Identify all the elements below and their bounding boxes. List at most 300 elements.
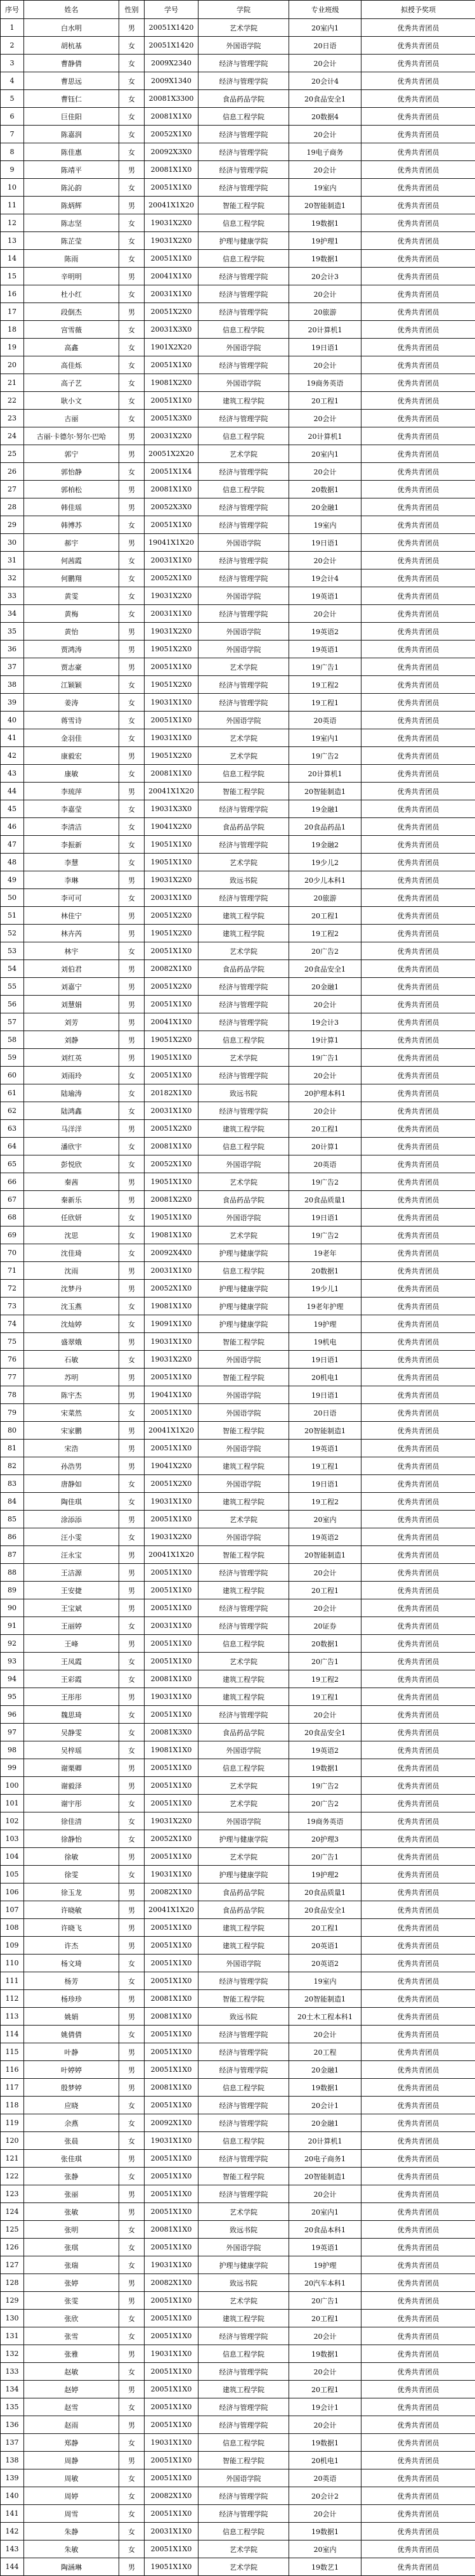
cell-class: 19工程1 <box>289 694 361 712</box>
table-row <box>1 1191 475 1209</box>
cell-college: 护理与健康学院 <box>198 1866 289 1883</box>
cell-index: 20 <box>1 356 24 374</box>
cell-index: 72 <box>1 1280 24 1298</box>
cell-college: 艺术学院 <box>198 19 289 37</box>
cell-index: 34 <box>1 605 24 623</box>
cell-award: 优秀共青团员 <box>361 1883 475 1901</box>
cell-gender: 男 <box>119 2203 145 2221</box>
cell-award: 优秀共青团员 <box>361 2221 475 2239</box>
cell-class: 19广告2 <box>289 1226 361 1244</box>
cell-index: 31 <box>1 552 24 569</box>
table-row <box>1 2043 475 2061</box>
cell-award: 优秀共青团员 <box>361 37 475 55</box>
cell-college: 经济与管理学院 <box>198 2097 289 2114</box>
cell-college: 信息工程学院 <box>198 1031 289 1049</box>
table-row <box>1 90 475 108</box>
cell-name: 赵雨 <box>24 2416 119 2434</box>
cell-college: 艺术学院 <box>198 747 289 765</box>
cell-class: 20计算机1 <box>289 321 361 339</box>
cell-gender: 男 <box>119 1280 145 1298</box>
cell-class: 20会计 <box>289 1102 361 1120</box>
cell-student-id: 20031X1X0 <box>145 1102 198 1120</box>
cell-student-id: 20081X1X0 <box>145 2079 198 2097</box>
cell-college: 艺术学院 <box>198 1049 289 1067</box>
cell-college: 信息工程学院 <box>198 214 289 232</box>
cell-class: 19会计4 <box>289 569 361 587</box>
cell-gender: 女 <box>119 1617 145 1635</box>
table-row <box>1 694 475 712</box>
cell-college: 外国语学院 <box>198 374 289 392</box>
cell-name: 朱敏 <box>24 2540 119 2558</box>
cell-index: 49 <box>1 871 24 889</box>
cell-class: 19少儿1 <box>289 1280 361 1298</box>
cell-student-id: 20052X1X0 <box>145 1830 198 1848</box>
cell-class: 20旅游 <box>289 889 361 907</box>
cell-class: 20室内1 <box>289 2203 361 2221</box>
cell-award: 优秀共青团员 <box>361 569 475 587</box>
table-row <box>1 2327 475 2345</box>
cell-class: 20日语 <box>289 1404 361 1422</box>
table-row <box>1 1155 475 1173</box>
cell-name: 朱静 <box>24 2523 119 2540</box>
cell-index: 26 <box>1 463 24 481</box>
cell-class: 19广告2 <box>289 1777 361 1795</box>
cell-gender: 女 <box>119 889 145 907</box>
cell-class: 20智能制造1 <box>289 197 361 214</box>
cell-index: 51 <box>1 907 24 925</box>
cell-gender: 男 <box>119 1440 145 1457</box>
cell-class: 19室内1 <box>289 729 361 747</box>
cell-award: 优秀共青团员 <box>361 2310 475 2327</box>
cell-student-id: 19051X2X0 <box>145 925 198 942</box>
cell-index: 123 <box>1 2185 24 2203</box>
table-row <box>1 1937 475 1955</box>
cell-gender: 女 <box>119 1795 145 1812</box>
cell-gender: 女 <box>119 1724 145 1741</box>
table-row <box>1 108 475 126</box>
cell-class: 20会计 <box>289 356 361 374</box>
cell-gender: 女 <box>119 1670 145 1688</box>
cell-student-id: 20051X1X0 <box>145 356 198 374</box>
cell-student-id: 20051X1X0 <box>145 2452 198 2469</box>
cell-student-id: 20041X1X0 <box>145 1013 198 1031</box>
table-row <box>1 2221 475 2239</box>
cell-award: 优秀共青团员 <box>361 2239 475 2256</box>
cell-class: 20汽车本科1 <box>289 2274 361 2292</box>
cell-gender: 女 <box>119 800 145 818</box>
cell-gender: 女 <box>119 1351 145 1369</box>
cell-award: 优秀共青团员 <box>361 2505 475 2523</box>
cell-student-id: 20082X1X0 <box>145 2274 198 2292</box>
cell-index: 142 <box>1 2523 24 2540</box>
cell-class: 20智能制造1 <box>289 783 361 800</box>
cell-award: 优秀共青团员 <box>361 1422 475 1440</box>
cell-index: 12 <box>1 214 24 232</box>
cell-index: 63 <box>1 1120 24 1138</box>
table-row <box>1 783 475 800</box>
cell-award: 优秀共青团员 <box>361 2274 475 2292</box>
cell-index: 48 <box>1 854 24 871</box>
cell-student-id: 20031X1X0 <box>145 889 198 907</box>
cell-index: 119 <box>1 2114 24 2132</box>
cell-index: 14 <box>1 250 24 268</box>
cell-award: 优秀共青团员 <box>361 214 475 232</box>
cell-class: 20智能制造1 <box>289 1990 361 2008</box>
cell-college: 信息工程学院 <box>198 1759 289 1777</box>
cell-student-id: 2009X1340 <box>145 72 198 90</box>
table-row <box>1 2256 475 2274</box>
cell-student-id: 20081X1X0 <box>145 1990 198 2008</box>
cell-award: 优秀共青团员 <box>361 871 475 889</box>
cell-student-id: 20051X1X0 <box>145 1955 198 1972</box>
cell-class: 20电子商务1 <box>289 2150 361 2168</box>
cell-award: 优秀共青团员 <box>361 960 475 978</box>
cell-index: 90 <box>1 1599 24 1617</box>
cell-award: 优秀共青团员 <box>361 1084 475 1102</box>
table-row <box>1 1440 475 1457</box>
cell-student-id: 20051X1X0 <box>145 1599 198 1617</box>
cell-index: 21 <box>1 374 24 392</box>
cell-name: 张明 <box>24 2221 119 2239</box>
table-row <box>1 996 475 1013</box>
cell-college: 经济与管理学院 <box>198 2505 289 2523</box>
cell-college: 艺术学院 <box>198 1653 289 1670</box>
cell-student-id: 19031X2X0 <box>145 587 198 605</box>
cell-class: 19英语1 <box>289 587 361 605</box>
cell-index: 139 <box>1 2469 24 2487</box>
cell-college: 护理与健康学院 <box>198 1280 289 1298</box>
cell-name: 陶佳琪 <box>24 1493 119 1511</box>
cell-name: 赵雪 <box>24 2398 119 2416</box>
table-row <box>1 1493 475 1511</box>
cell-class: 20计算1 <box>289 1138 361 1155</box>
table-header <box>1 1 475 19</box>
cell-college: 经济与管理学院 <box>198 2150 289 2168</box>
cell-gender: 女 <box>119 552 145 569</box>
cell-college: 信息工程学院 <box>198 2523 289 2540</box>
cell-index: 52 <box>1 925 24 942</box>
cell-college: 外国语学院 <box>198 623 289 641</box>
cell-name: 韩博苏 <box>24 516 119 534</box>
cell-award: 优秀共青团员 <box>361 2469 475 2487</box>
cell-gender: 女 <box>119 2469 145 2487</box>
cell-award: 优秀共青团员 <box>361 1386 475 1404</box>
cell-class: 20食品安全1 <box>289 1901 361 1919</box>
cell-index: 65 <box>1 1155 24 1173</box>
cell-college: 建筑工程学院 <box>198 392 289 410</box>
cell-name: 林宇 <box>24 942 119 960</box>
cell-college: 经济与管理学院 <box>198 55 289 72</box>
cell-class: 20室内1 <box>289 19 361 37</box>
cell-name: 石敏 <box>24 1351 119 1369</box>
cell-college: 经济与管理学院 <box>198 552 289 569</box>
cell-student-id: 20051X1X0 <box>145 1564 198 1582</box>
cell-award: 优秀共青团员 <box>361 463 475 481</box>
table-row <box>1 729 475 747</box>
cell-class: 19英语2 <box>289 1741 361 1759</box>
cell-college: 艺术学院 <box>198 445 289 463</box>
table-row <box>1 1670 475 1688</box>
table-row <box>1 1102 475 1120</box>
table-row <box>1 2345 475 2363</box>
cell-student-id: 20082X1X0 <box>145 960 198 978</box>
cell-name: 叶婷婷 <box>24 2061 119 2079</box>
cell-name: 张瑞 <box>24 2256 119 2274</box>
cell-class: 20广告1 <box>289 2292 361 2310</box>
cell-award: 优秀共青团员 <box>361 339 475 356</box>
table-row <box>1 712 475 729</box>
cell-name: 徐玉龙 <box>24 1883 119 1901</box>
cell-index: 92 <box>1 1635 24 1653</box>
cell-college: 外国语学院 <box>198 37 289 55</box>
table-row <box>1 2132 475 2150</box>
cell-award: 优秀共青团员 <box>361 2185 475 2203</box>
cell-class: 20金融1 <box>289 2061 361 2079</box>
header-row <box>1 1 475 19</box>
table-row <box>1 854 475 871</box>
cell-class: 20计算机1 <box>289 427 361 445</box>
cell-student-id: 20051X1X0 <box>145 1795 198 1812</box>
cell-gender: 女 <box>119 712 145 729</box>
cell-index: 41 <box>1 729 24 747</box>
cell-name: 徐静怡 <box>24 1830 119 1848</box>
header-award: 拟授予奖项 <box>361 1 475 19</box>
table-row <box>1 72 475 90</box>
cell-gender: 女 <box>119 2363 145 2381</box>
table-row <box>1 2505 475 2523</box>
cell-name: 涂添添 <box>24 1511 119 1528</box>
cell-name: 康毅宏 <box>24 747 119 765</box>
cell-award: 优秀共青团员 <box>361 1369 475 1386</box>
cell-student-id: 20051X1X0 <box>145 1759 198 1777</box>
cell-award: 优秀共青团员 <box>361 1191 475 1209</box>
cell-college: 外国语学院 <box>198 1741 289 1759</box>
cell-college: 智能工程学院 <box>198 783 289 800</box>
cell-student-id: 20081X1X0 <box>145 481 198 498</box>
cell-college: 经济与管理学院 <box>198 889 289 907</box>
cell-name: 彭悦欣 <box>24 1155 119 1173</box>
cell-class: 19数据1 <box>289 2079 361 2097</box>
cell-gender: 男 <box>119 445 145 463</box>
cell-name: 韩佳瑶 <box>24 498 119 516</box>
cell-award: 优秀共青团员 <box>361 1741 475 1759</box>
cell-class: 19护理 <box>289 1315 361 1333</box>
table-row <box>1 2434 475 2452</box>
header-college: 学院 <box>198 1 289 19</box>
cell-index: 66 <box>1 1173 24 1191</box>
cell-name: 陈炳辉 <box>24 197 119 214</box>
cell-student-id: 20051X1X0 <box>145 2363 198 2381</box>
table-row <box>1 356 475 374</box>
cell-name: 徐敏 <box>24 1848 119 1866</box>
cell-name: 陆瑜涛 <box>24 1084 119 1102</box>
cell-class: 19老年护理 <box>289 1298 361 1315</box>
cell-award: 优秀共青团员 <box>361 481 475 498</box>
cell-gender: 女 <box>119 587 145 605</box>
cell-name: 马洋洋 <box>24 1120 119 1138</box>
cell-award: 优秀共青团员 <box>361 1120 475 1138</box>
cell-award: 优秀共青团员 <box>361 410 475 427</box>
cell-student-id: 20031X1X0 <box>145 605 198 623</box>
cell-student-id: 20041X1X0 <box>145 268 198 285</box>
table-row <box>1 2185 475 2203</box>
cell-name: 刘红英 <box>24 1049 119 1067</box>
table-row <box>1 1848 475 1866</box>
cell-college: 艺术学院 <box>198 658 289 676</box>
cell-name: 许晓飞 <box>24 1919 119 1937</box>
cell-college: 经济与管理学院 <box>198 2185 289 2203</box>
cell-award: 优秀共青团员 <box>361 942 475 960</box>
cell-index: 125 <box>1 2221 24 2239</box>
cell-index: 27 <box>1 481 24 498</box>
cell-name: 蒋雪诗 <box>24 712 119 729</box>
cell-award: 优秀共青团员 <box>361 1955 475 1972</box>
cell-award: 优秀共青团员 <box>361 1173 475 1191</box>
cell-gender: 女 <box>119 1706 145 1724</box>
table-row <box>1 2097 475 2114</box>
cell-gender: 女 <box>119 2114 145 2132</box>
cell-class: 19广告2 <box>289 747 361 765</box>
table-row <box>1 2310 475 2327</box>
cell-index: 138 <box>1 2452 24 2469</box>
cell-index: 19 <box>1 339 24 356</box>
table-row <box>1 1582 475 1599</box>
cell-index: 15 <box>1 268 24 285</box>
cell-award: 优秀共青团员 <box>361 2558 475 2576</box>
cell-award: 优秀共青团员 <box>361 356 475 374</box>
cell-class: 20计算机1 <box>289 765 361 783</box>
cell-index: 53 <box>1 942 24 960</box>
table-row <box>1 2274 475 2292</box>
cell-name: 汪永宝 <box>24 1546 119 1564</box>
cell-award: 优秀共青团员 <box>361 108 475 126</box>
cell-student-id: 20031X3X0 <box>145 321 198 339</box>
cell-class: 20英语2 <box>289 1955 361 1972</box>
cell-index: 101 <box>1 1795 24 1812</box>
cell-award: 优秀共青团员 <box>361 2292 475 2310</box>
table-row <box>1 374 475 392</box>
cell-college: 艺术学院 <box>198 1848 289 1866</box>
cell-award: 优秀共青团员 <box>361 1635 475 1653</box>
cell-index: 75 <box>1 1333 24 1351</box>
cell-college: 艺术学院 <box>198 1173 289 1191</box>
table-row <box>1 1280 475 1298</box>
cell-gender: 女 <box>119 2540 145 2558</box>
cell-name: 余燕 <box>24 2114 119 2132</box>
table-row <box>1 765 475 783</box>
cell-gender: 男 <box>119 1688 145 1706</box>
cell-student-id: 19051X1X0 <box>145 1049 198 1067</box>
cell-college: 食品药品学院 <box>198 1883 289 1901</box>
cell-index: 83 <box>1 1475 24 1493</box>
cell-student-id: 20051X1X0 <box>145 179 198 197</box>
cell-college: 经济与管理学院 <box>198 1564 289 1582</box>
cell-name: 谢毅泽 <box>24 1777 119 1795</box>
cell-class: 20会计 <box>289 1599 361 1617</box>
cell-college: 致远书院 <box>198 2274 289 2292</box>
table-row <box>1 1546 475 1564</box>
cell-college: 信息工程学院 <box>198 481 289 498</box>
cell-name: 古丽 <box>24 410 119 427</box>
table-row <box>1 2061 475 2079</box>
cell-college: 食品药品学院 <box>198 818 289 836</box>
cell-student-id: 20052X1X0 <box>145 1280 198 1298</box>
cell-award: 优秀共青团员 <box>361 268 475 285</box>
cell-student-id: 20051X2X0 <box>145 1120 198 1138</box>
cell-award: 优秀共青团员 <box>361 534 475 552</box>
cell-index: 17 <box>1 303 24 321</box>
cell-college: 建筑工程学院 <box>198 2381 289 2398</box>
cell-class: 19计算1 <box>289 1031 361 1049</box>
cell-award: 优秀共青团员 <box>361 1049 475 1067</box>
cell-name: 周静 <box>24 2452 119 2469</box>
cell-gender: 男 <box>119 907 145 925</box>
cell-name: 何鹏翔 <box>24 569 119 587</box>
table-row <box>1 1298 475 1315</box>
cell-class: 20护理3 <box>289 1830 361 1848</box>
cell-name: 曹静倩 <box>24 55 119 72</box>
cell-class: 20金融1 <box>289 498 361 516</box>
table-row <box>1 2469 475 2487</box>
cell-award: 优秀共青团员 <box>361 783 475 800</box>
cell-student-id: 20082X1X0 <box>145 2487 198 2505</box>
cell-college: 外国语学院 <box>198 1528 289 1546</box>
cell-class: 19工程2 <box>289 676 361 694</box>
cell-index: 78 <box>1 1386 24 1404</box>
cell-college: 外国语学院 <box>198 2469 289 2487</box>
cell-award: 优秀共青团员 <box>361 2381 475 2398</box>
cell-class: 20室内 <box>289 2540 361 2558</box>
table-row <box>1 392 475 410</box>
cell-award: 优秀共青团员 <box>361 197 475 214</box>
cell-student-id: 20081X3300 <box>145 90 198 108</box>
cell-name: 沈玉燕 <box>24 1298 119 1315</box>
cell-index: 43 <box>1 765 24 783</box>
cell-gender: 男 <box>119 1990 145 2008</box>
cell-index: 100 <box>1 1777 24 1795</box>
cell-award: 优秀共青团员 <box>361 1990 475 2008</box>
cell-gender: 男 <box>119 268 145 285</box>
cell-gender: 男 <box>119 1333 145 1351</box>
cell-college: 信息工程学院 <box>198 2132 289 2150</box>
cell-class: 19护理1 <box>289 232 361 250</box>
header-index: 序号 <box>1 1 24 19</box>
cell-name: 宋家鹏 <box>24 1422 119 1440</box>
table-row <box>1 445 475 463</box>
cell-student-id: 19031X2X0 <box>145 871 198 889</box>
table-row <box>1 1422 475 1440</box>
cell-name: 张敏 <box>24 2203 119 2221</box>
cell-college: 建筑工程学院 <box>198 1493 289 1511</box>
table-row <box>1 1919 475 1937</box>
cell-student-id: 20051X1X0 <box>145 1972 198 1990</box>
cell-gender: 女 <box>119 942 145 960</box>
cell-index: 97 <box>1 1724 24 1741</box>
cell-class: 20食品安全1 <box>289 960 361 978</box>
cell-index: 133 <box>1 2363 24 2381</box>
cell-student-id: 19051X1X0 <box>145 854 198 871</box>
cell-college: 信息工程学院 <box>198 2079 289 2097</box>
cell-class: 20会计 <box>289 126 361 143</box>
cell-class: 20证券 <box>289 1617 361 1635</box>
cell-student-id: 20051X1X0 <box>145 2540 198 2558</box>
cell-award: 优秀共青团员 <box>361 605 475 623</box>
cell-index: 64 <box>1 1138 24 1155</box>
cell-gender: 男 <box>119 1386 145 1404</box>
cell-gender: 女 <box>119 2310 145 2327</box>
cell-index: 2 <box>1 37 24 55</box>
cell-index: 102 <box>1 1812 24 1830</box>
